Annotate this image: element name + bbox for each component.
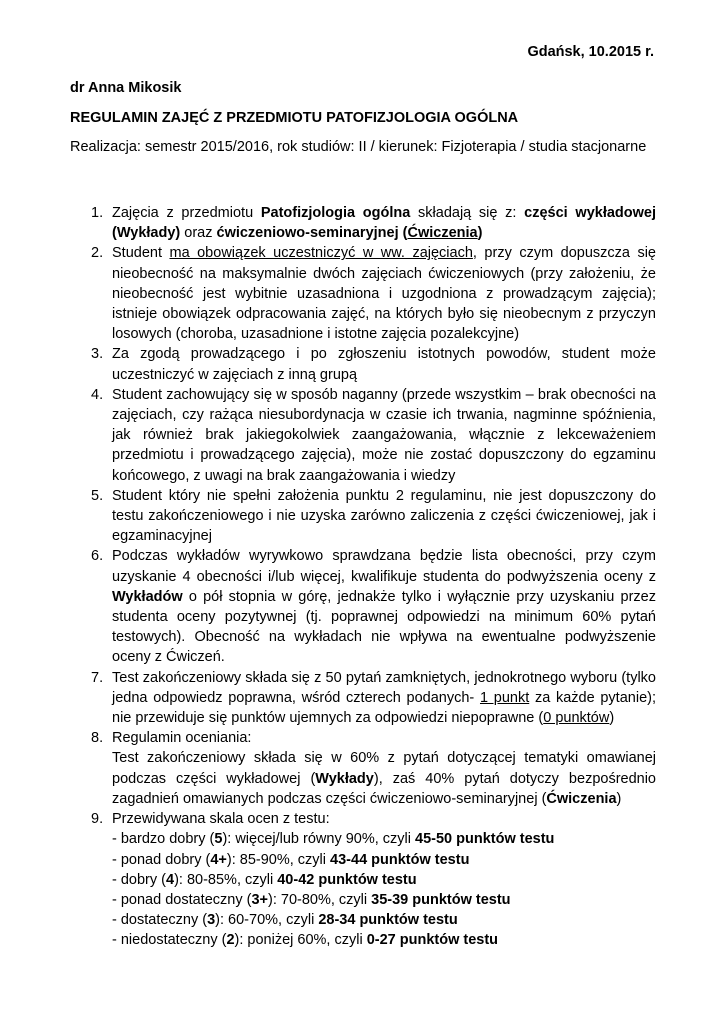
rule-item-4 bbox=[74, 385, 656, 486]
rule-item-8 bbox=[74, 728, 656, 809]
rule-text: Test zakończeniowy składa się z 50 pytań zamkniętych, jednokrotnego wyboru (tylko jedna odpowiedz poprawna, wśród czterech podanych- 1 punkt za każde pytanie); nie przewiduje się punktów ujemnych za odpowiedzi niepoprawne (0 punktów) bbox=[112, 669, 656, 727]
document-date: Gdańsk, 10.2015 r. bbox=[527, 44, 654, 60]
rule-item-6 bbox=[74, 546, 656, 667]
rule-text: Zajęcia z przedmiotu Patofizjologia ogólna składają się z: części wykładowej (Wykłady) oraz ćwiczeniowo-seminaryjnej (Ćwiczenia) bbox=[112, 205, 656, 242]
rule-item-1 bbox=[74, 203, 656, 243]
rule-number: 1. bbox=[91, 205, 104, 221]
rule-number: 3. bbox=[91, 346, 104, 363]
grade-scale-list bbox=[112, 829, 656, 950]
rule-number: 8. bbox=[91, 730, 104, 747]
grade-scale-item: - dobry (4): 80-85%, czyli 40-42 punktów testu bbox=[112, 871, 417, 888]
rule-item-7 bbox=[74, 668, 656, 729]
rule-number: 4. bbox=[91, 386, 104, 403]
rule-item-9 bbox=[74, 809, 656, 950]
author-name: dr Anna Mikosik bbox=[70, 80, 182, 96]
rule-number: 9. bbox=[91, 811, 104, 828]
grade-scale-item: - niedostateczny (2): poniżej 60%, czyli 0-27 punktów testu bbox=[112, 932, 499, 949]
rule-item-5 bbox=[74, 486, 656, 547]
grade-scale-item: - bardzo dobry (5): więcej/lub równy 90%, czyli 45-50 punktów testu bbox=[112, 831, 555, 848]
rule-number: 2. bbox=[91, 245, 104, 262]
rule-number: 6. bbox=[91, 548, 104, 565]
grade-scale-item: - ponad dobry (4+): 85-90%, czyli 43-44 punktów testu bbox=[112, 851, 470, 868]
realization-info: Realizacja: semestr 2015/2016, rok studiów: II / kierunek: Fizjoterapia / studia stacjonarne bbox=[70, 139, 647, 155]
grade-scale-item: - dostateczny (3): 60-70%, czyli 28-34 punktów testu bbox=[112, 912, 458, 929]
rule-item-3 bbox=[74, 344, 656, 384]
rule-text: Podczas wykładów wyrywkowo sprawdzana będzie lista obecności, przy czym uzyskanie 4 obecności i/lub więcej, kwalifikuje studenta do podwyższenia oceny z Wykładów o pół stopnia w górę, jednakże tylko i wyłącznie przy uzyskaniu przez studenta oceny pozytywnej (tj. poprawnej odpowiedzi na minimum 60% pytań testowych). Obecność na wykładach nie wpływa na ewentualne podwyższenie oceny z Ćwiczeń. bbox=[112, 548, 656, 666]
rule-number: 5. bbox=[91, 487, 104, 504]
rule-text: Student ma obowiązek uczestniczyć w ww. zajęciach, przy czym dopuszcza się nieobecność na maksymalnie dwóch zajęciach ćwiczeniowych (przy założeniu, że nieobecność jest wybitnie uzasadniona i uzgodniona z prowadzącym zajęcia); istnieje obowiązek odpracowania zajęć, na których było się nieobecnym z przyczyn losowych (choroba, uzasadnione i istotne zajęcia pozalekcyjne) bbox=[112, 245, 656, 343]
document-title: REGULAMIN ZAJĘĆ Z PRZEDMIOTU PATOFIZJOLOGIA OGÓLNA bbox=[70, 110, 519, 126]
grade-scale-item: - ponad dostateczny (3+): 70-80%, czyli 35-39 punktów testu bbox=[112, 891, 511, 908]
rule-text: Za zgodą prowadzącego i po zgłoszeniu istotnych powodów, student może uczestniczyć w zajęciach z inną grupą bbox=[112, 346, 656, 383]
rule-number: 7. bbox=[91, 669, 104, 686]
rule-text: Student który nie spełni założenia punktu 2 regulaminu, nie jest dopuszczony do testu zakończeniowego i nie uzyska zarówno zaliczenia z części ćwiczeniowej, jak i egzaminacyjnej bbox=[112, 487, 656, 545]
rules-list bbox=[74, 203, 656, 951]
rule-text: Student zachowujący się w sposób naganny (przede wszystkim – brak obecności na zajęciach, czy rażąca niesubordynacja w czasie ich trwania, nagminne spóźnienia, jak również brak jakiegokolwiek zaangażowania, włącznie z lekceważeniem przedmiotu i prowadzącego zajęcia), może nie zostać dopuszczony do egzaminu końcowego, z uwagi na brak zaangażowania i wiedzy bbox=[112, 386, 656, 484]
rule-heading: Regulamin oceniania: bbox=[112, 730, 252, 747]
rule-heading: Przewidywana skala ocen z testu: bbox=[112, 811, 330, 828]
rule-item-2 bbox=[74, 243, 656, 344]
rule-text: Test zakończeniowy składa się w 60% z pytań dotyczącej tematyki omawianej podczas części wykładowej (Wykłady), zaś 40% pytań dotyczy bezpośrednio zagadnień omawianych podczas części ćwiczeniowo-seminaryjnej (Ćwiczenia) bbox=[112, 750, 656, 807]
